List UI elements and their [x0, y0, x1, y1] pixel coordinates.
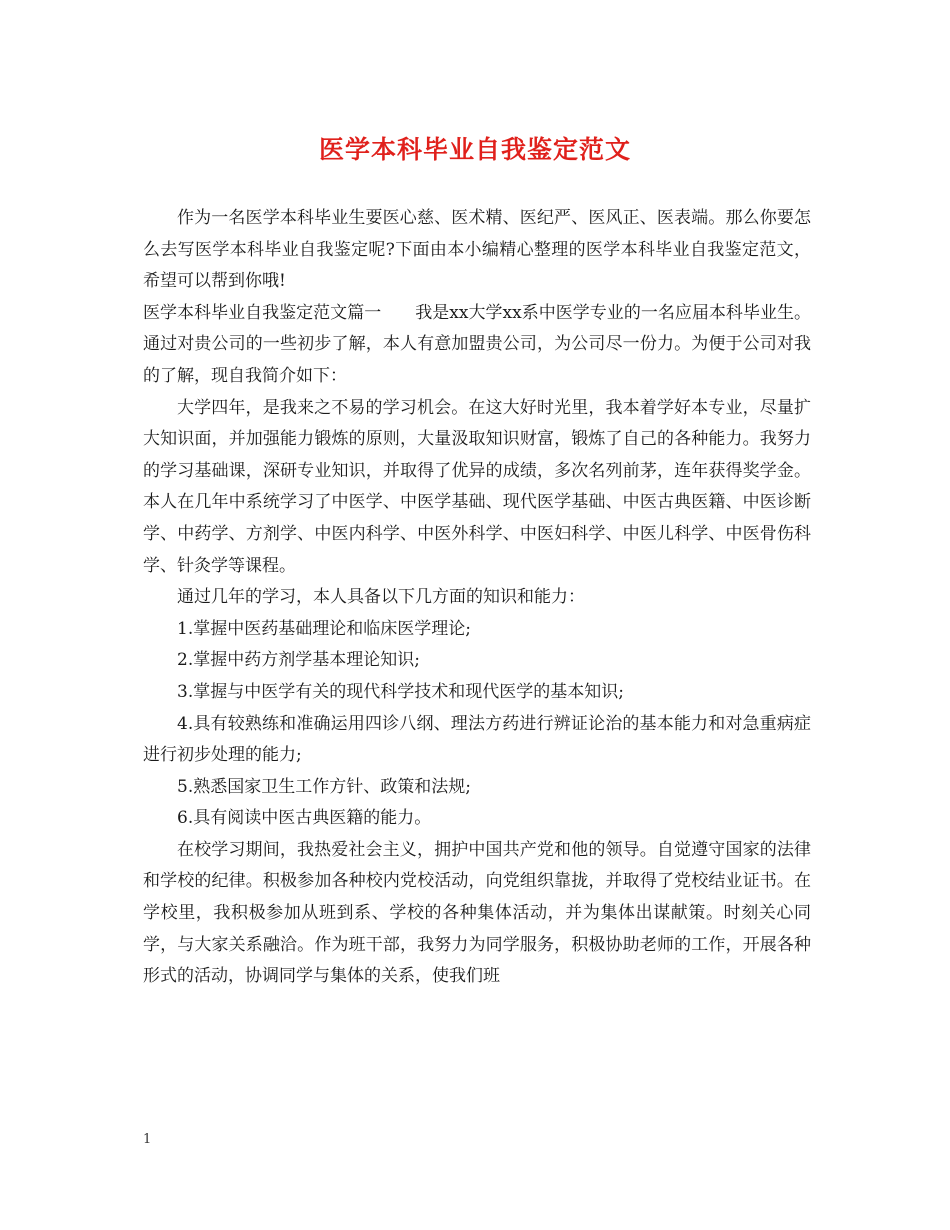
abilities-intro: 通过几年的学习，本人具备以下几方面的知识和能力： [177, 587, 585, 608]
ability-item-6: 6.具有阅读中医古典医籍的能力。 [177, 808, 432, 829]
page-number: 1 [143, 1132, 152, 1147]
section-heading-paragraph: 医学本科毕业自我鉴定范文篇一 我是xx大学xx系中医学专业的一名应届本科毕业生。通过对贵公司的一些初步了解，本人有意加盟贵公司，为公司尽一份力。为便于公司对我的了解，现自我简介如下： [143, 302, 811, 386]
ability-item-2: 2.掌握中药方剂学基本理论知识; [177, 650, 420, 671]
ability-item-5: 5.熟悉国家卫生工作方针、政策和法规; [177, 776, 471, 797]
ability-item-3: 3.掌握与中医学有关的现代科学技术和现代医学的基本知识; [177, 681, 624, 702]
campus-life-paragraph: 在校学习期间，我热爱社会主义，拥护中国共产党和他的领导。自觉遵守国家的法律和学校的纪律。积极参加各种校内党校活动，向党组织靠拢，并取得了党校结业证书。在学校里，我积极参加从班到系、学校的各种集体活动，并为集体出谋献策。时刻关心同学，与大家关系融洽。作为班干部，我努力为同学服务，积极协助老师的工作，开展各种形式的活动，协调同学与集体的关系，使我们班 [143, 839, 811, 987]
study-paragraph: 大学四年，是我来之不易的学习机会。在这大好时光里，我本着学好本专业，尽量扩大知识面，并加强能力锻炼的原则，大量汲取知识财富，锻炼了自己的各种能力。我努力的学习基础课，深研专业知识，并取得了优异的成绩，多次名列前茅，连年获得奖学金。本人在几年中系统学习了中医学、中医学基础、现代医学基础、中医古典医籍、中医诊断学、中药学、方剂学、中医内科学、中医外科学、中医妇科学、中医儿科学、中医骨伤科学、针灸学等课程。 [143, 397, 811, 576]
ability-item-4: 4.具有较熟练和准确运用四诊八纲、理法方药进行辨证论治的基本能力和对急重病症进行初步处理的能力; [143, 713, 811, 766]
document-body [143, 203, 811, 993]
ability-item-1: 1.掌握中医药基础理论和临床医学理论; [177, 618, 471, 639]
intro-paragraph: 作为一名医学本科毕业生要医心慈、医术精、医纪严、医风正、医表端。那么你要怎么去写医学本科毕业自我鉴定呢?下面由本小编精心整理的医学本科毕业自我鉴定范文，希望可以帮到你哦! [143, 208, 811, 292]
document-title: 医学本科毕业自我鉴定范文 [318, 135, 631, 164]
